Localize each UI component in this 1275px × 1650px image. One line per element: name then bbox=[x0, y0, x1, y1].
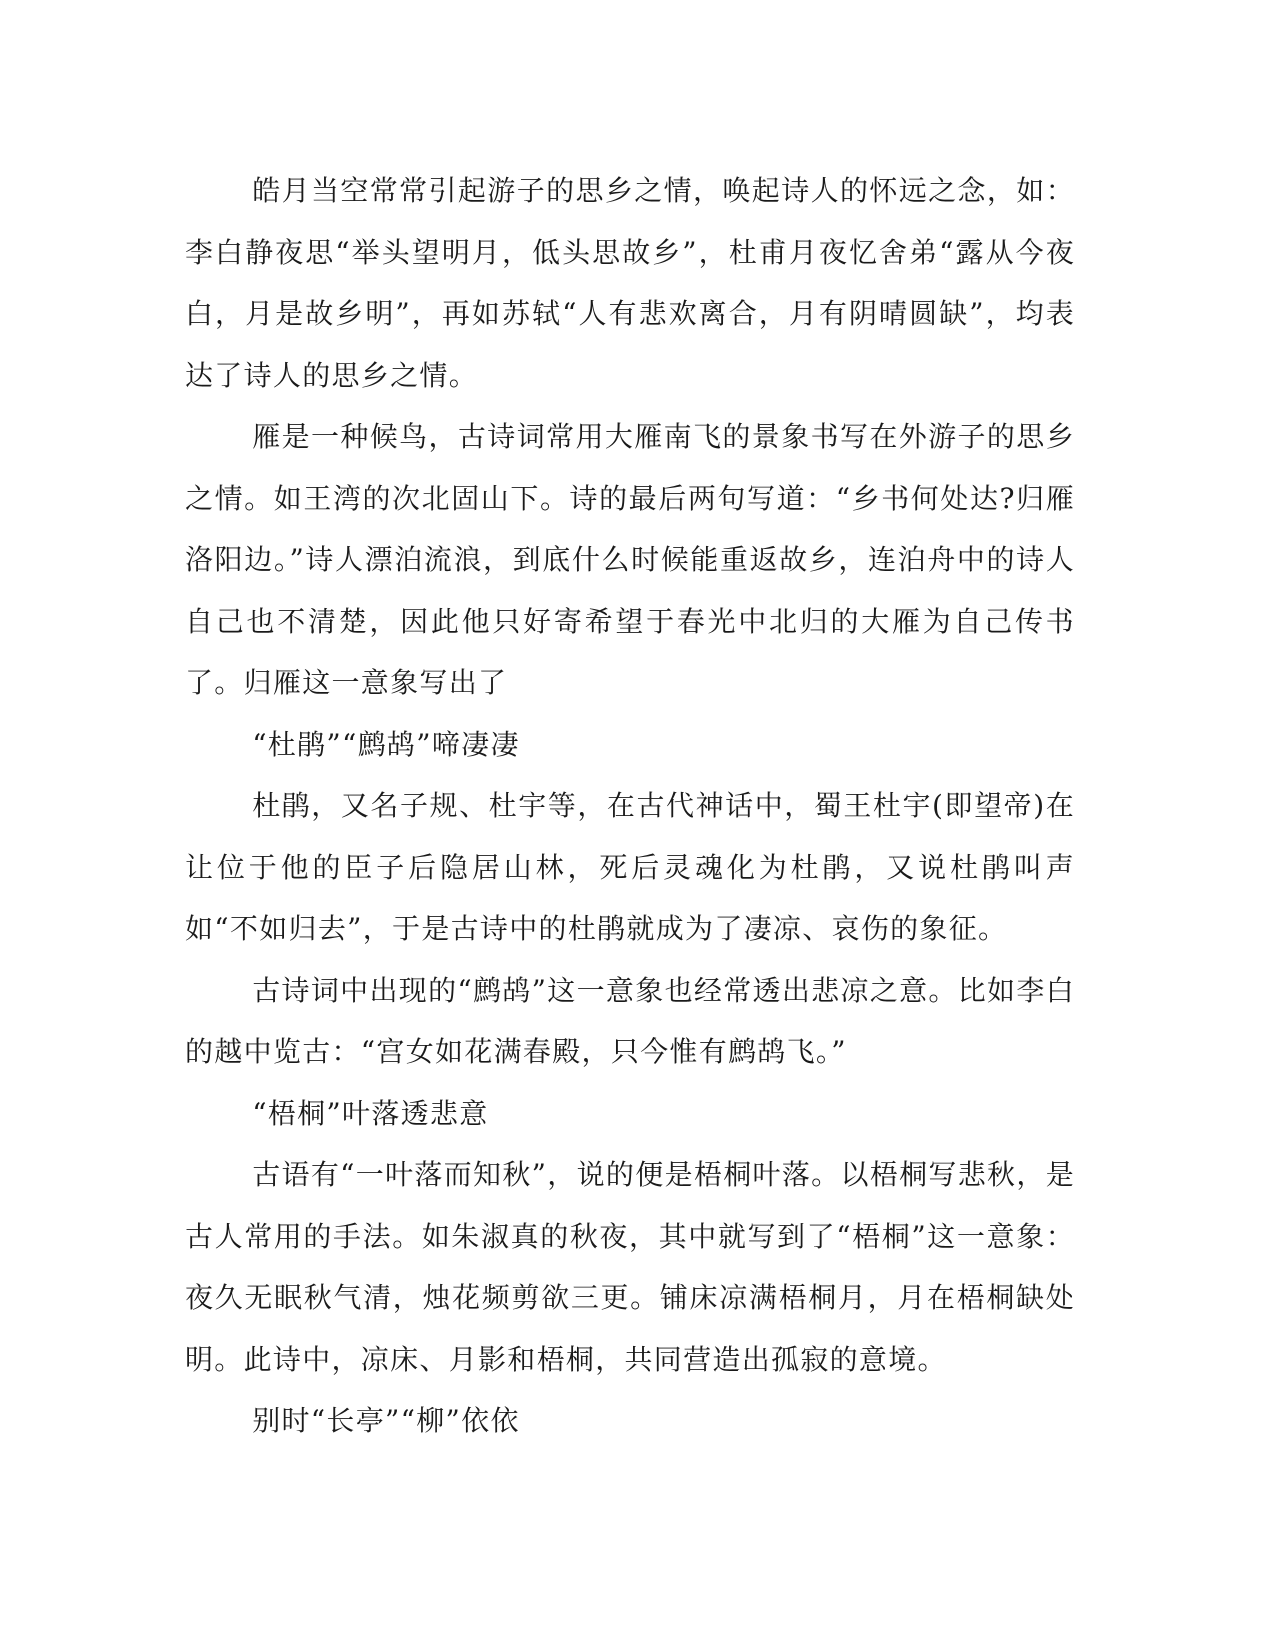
section-heading-parasol-tree: “梧桐”叶落透悲意 bbox=[252, 1096, 489, 1130]
paragraph-moon-homesickness: 皓月当空常常引起游子的思乡之情，唤起诗人的怀远之念，如：李白静夜思“举头望明月，低头思故乡”，杜甫月夜忆舍弟“露从今夜白，月是故乡明”，再如苏轼“人有悲欢离合，月有阴晴圆缺”，均表达了诗人的思乡之情。 bbox=[185, 174, 1075, 392]
paragraph-cuckoo: 杜鹃，又名子规、杜宇等，在古代神话中，蜀王杜宇(即望帝)在让位于他的臣子后隐居山林，死后灵魂化为杜鹃，又说杜鹃叫声如“不如归去”，于是古诗中的杜鹃就成为了凄凉、哀伤的象征。 bbox=[185, 789, 1075, 945]
paragraph-partridge: 古诗词中出现的“鹧鸪”这一意象也经常透出悲凉之意。比如李白的越中览古：“宫女如花满春殿，只今惟有鹧鸪飞。” bbox=[185, 973, 1075, 1068]
section-heading-cuckoo-partridge: “杜鹃”“鹧鸪”啼凄凄 bbox=[252, 727, 520, 761]
document-body bbox=[185, 160, 1075, 1452]
paragraph-wild-goose: 雁是一种候鸟，古诗词常用大雁南飞的景象书写在外游子的思乡之情。如王湾的次北固山下。诗的最后两句写道：“乡书何处达?归雁洛阳边。”诗人漂泊流浪，到底什么时候能重返故乡，连泊舟中的诗人自己也不清楚，因此他只好寄希望于春光中北归的大雁为自己传书了。归雁这一意象写出了 bbox=[185, 420, 1075, 699]
section-heading-pavilion-willow: 别时“长亭”“柳”依依 bbox=[252, 1404, 520, 1437]
paragraph-parasol-tree: 古语有“一叶落而知秋”，说的便是梧桐叶落。以梧桐写悲秋，是古人常用的手法。如朱淑真的秋夜，其中就写到了“梧桐”这一意象：夜久无眠秋气清，烛花频剪欲三更。铺床凉满梧桐月，月在梧桐缺处明。此诗中，凉床、月影和梧桐，共同营造出孤寂的意境。 bbox=[185, 1158, 1075, 1376]
